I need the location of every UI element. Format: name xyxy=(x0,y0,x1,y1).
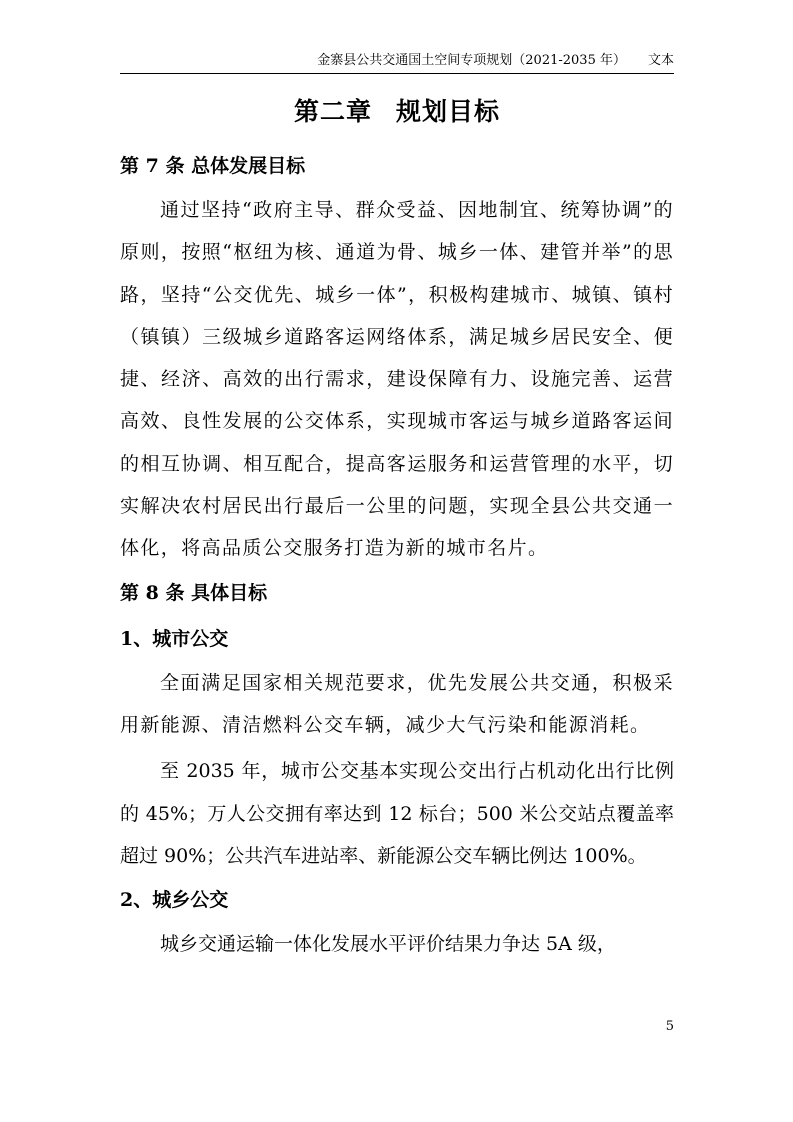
section-1-heading: 1、城市公交 xyxy=(120,627,229,650)
article-8-heading: 第 8 条 具体目标 xyxy=(120,581,268,604)
header-rule xyxy=(120,73,674,74)
article-7-heading: 第 7 条 总体发展目标 xyxy=(120,155,306,177)
chapter-number: 第二章 xyxy=(293,97,372,126)
section-1-paragraph-1: 全面满足国家相关规范要求，优先发展公共交通，积极采用新能源、清洁燃料公交车辆，减少大气污染和能源消耗。 xyxy=(120,671,674,736)
section-2-paragraph-1: 城乡交通运输一体化发展水平评价结果力争达 5A 级， xyxy=(160,933,616,956)
header-doc-type: 文本 xyxy=(647,53,674,68)
section-2-heading: 2、城乡公交 xyxy=(120,889,229,912)
article-7-paragraph: 通过坚持“政府主导、群众受益、因地制宜、统筹协调”的原则，按照“枢纽为核、通道为骨、城乡一体、建管并举”的思路，坚持“公交优先、城乡一体”，积极构建城市、城镇、镇村（镇镇）三级城乡道路客运网络体系，满足城乡居民安全、便捷、经济、高效的出行需求，建设保障有力、设施完善、运营高效、良性发展的公交体系，实现城市客运与城乡道路客运间的相互协调、相互配合，提高客运服务和运营管理的水平，切实解决农村居民出行最后一公里的问题，实现全县公共交通一体化，将高品质公交服务打造为新的城市名片。 xyxy=(120,199,674,560)
section-1-paragraph-2: 至 2035 年，城市公交基本实现公交出行占机动化出行比例的 45%；万人公交拥有率达到 12 标台；500 米公交站点覆盖率超过 90%；公共汽车进站率、新能源公交车辆比例达 100%。 xyxy=(120,760,674,867)
running-header xyxy=(120,52,674,70)
chapter-name: 规划目标 xyxy=(396,97,501,126)
page-content xyxy=(120,143,674,965)
header-title: 金寨县公共交通国土空间专项规划（2021-2035 年） xyxy=(317,53,626,68)
chapter-title xyxy=(120,92,674,132)
page-number: 5 xyxy=(665,1019,674,1034)
